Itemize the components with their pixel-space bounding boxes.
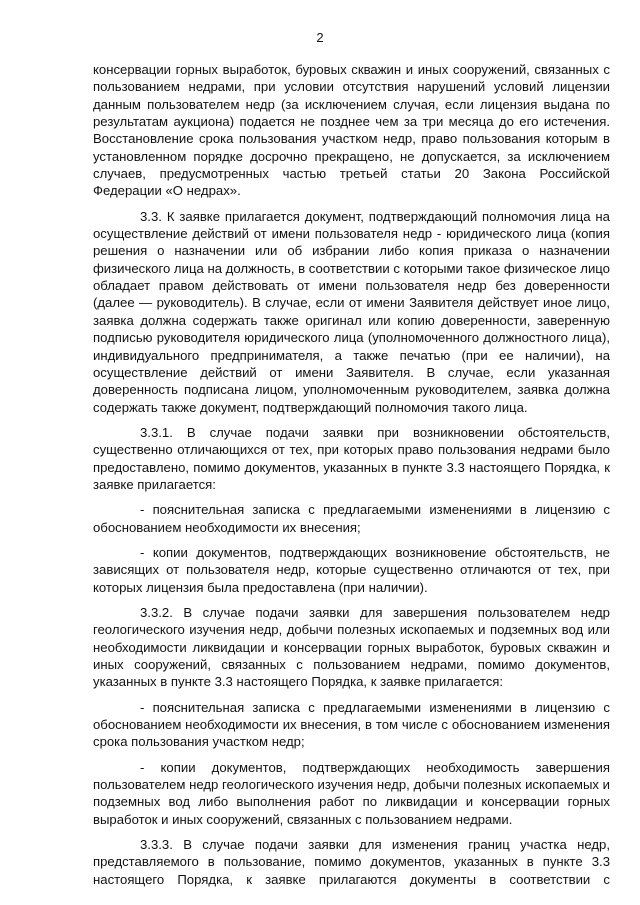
paragraph-continuation: консервации горных выработок, буровых скважин и иных сооружений, связанных с пользованием недрами, при условии отсутствия нарушений условий лицензии данным пользователем недр (за исключением случая, если лицензия выдана по результатам аукциона) подается не позднее чем за три месяца до его истечения. Восстановление срока пользования участком недр, право пользования которым в установленном порядке досрочно прекращено, не допускается, за исключением случаев, предусмотренных частью третьей статьи 20 Закона Российской Федерации «О недрах». <box>93 62 610 199</box>
page-number: 2 <box>316 30 324 45</box>
list-item-document-copies-2: - копии документов, подтверждающих необходимость завершения пользователем недр геологического изучения недр, добычи полезных ископаемых и подземных вод либо выполнения работ по ликвидации и консервации горных выработок и иных сооружений, связанных с пользованием недрами. <box>93 759 610 827</box>
list-item-document-copies: - копии документов, подтверждающих возникновение обстоятельств, не зависящих от пользователя недр, которые существенно отличаются от тех, при которых лицензия была предоставлена (при наличии). <box>93 544 610 595</box>
paragraph-3-3: 3.3. К заявке прилагается документ, подтверждающий полномочия лица на осуществление действий от имени пользователя недр - юридического лица (копия решения о назначении или об избрании либо копия приказа о назначении физического лица на должность, в соответствии с которыми такое физическое лицо обладает правом действовать от имени пользователя недр без доверенности (далее — руководитель). В случае, если от имени Заявителя действует иное лицо, заявка должна содержать также оригинал или копию доверенности, заверенную подписью руководителя юридического лица (уполномоченного должностного лица), индивидуального предпринимателя, а также печатью (при ее наличии), на осуществление действий от имени Заявителя. В случае, если указанная доверенность подписана лицом, уполномоченным руководителем, заявка должна содержать также документ, подтверждающий полномочия такого лица. <box>93 208 610 415</box>
list-item-explanatory-note-2: - пояснительная записка с предлагаемыми изменениями в лицензию с обоснованием необходимости их внесения, в том числе с обоснованием изменения срока пользования участком недр; <box>93 699 610 750</box>
paragraph-3-3-2: 3.3.2. В случае подачи заявки для завершения пользователем недр геологического изучения недр, добычи полезных ископаемых и подземных вод или необходимости ликвидации и консервации горных выработок, буровых скважин и иных сооружений, связанных с пользованием недрами, помимо документов, указанных в пункте 3.3 настоящего Порядка, к заявке прилагается: <box>93 604 610 690</box>
paragraph-3-3-3: 3.3.3. В случае подачи заявки для изменения границ участка недр, представляемого в пользование, помимо документов, указанных в пункте 3.3 настоящего Порядка, к заявке прилагаются документы в соответствии с <box>93 837 610 887</box>
list-item-explanatory-note: - пояснительная записка с предлагаемыми изменениями в лицензию с обоснованием необходимости их внесения; <box>93 502 610 535</box>
paragraph-3-3-1: 3.3.1. В случае подачи заявки при возникновении обстоятельств, существенно отличающихся от тех, при которых право пользования недрами было предоставлено, помимо документов, указанных в пункте 3.3 настоящего Порядка, к заявке прилагается: <box>93 424 610 492</box>
document-body <box>93 61 610 896</box>
